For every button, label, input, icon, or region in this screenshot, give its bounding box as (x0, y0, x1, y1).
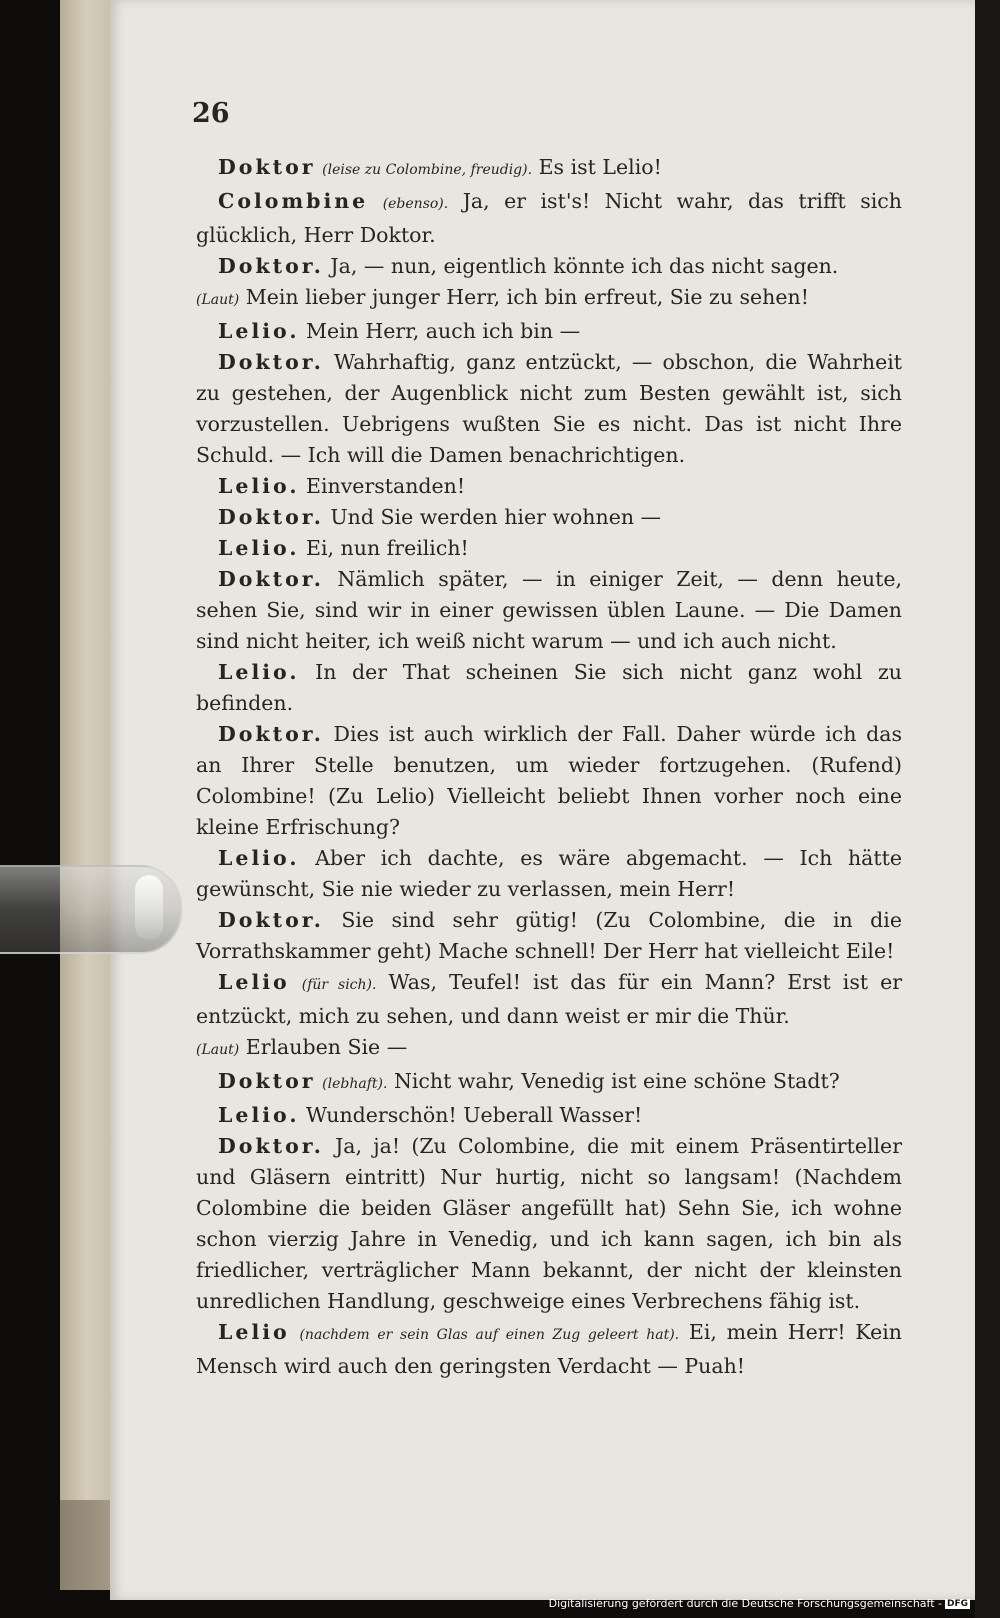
stage-direction: (ebenso). (382, 196, 449, 212)
dialogue-paragraph (196, 1066, 902, 1100)
dialogue-text: Wunderschön! Ueberall Wasser! (299, 1103, 643, 1127)
dialogue-text: Es ist Lelio! (532, 155, 662, 179)
speaker-name: Doktor (218, 1069, 316, 1093)
dialogue-text: Ei, mein Herr! Kein Mensch wird auch den geringsten Verdacht — Puah! (196, 1320, 902, 1378)
dialogue-text: Nämlich später, — in einiger Zeit, — denn heute, sehen Sie, sind wir in einer gewissen üblen Laune. — Die Damen sind nicht heiter, ich weiß nicht warum — und ich auch nicht. (196, 567, 902, 653)
dialogue-paragraph (196, 502, 902, 533)
dialogue-text: Ja, er ist's! Nicht wahr, das trifft sich glücklich, Herr Doktor. (196, 189, 902, 247)
dialogue-text: Nicht wahr, Venedig ist eine schöne Stadt? (387, 1069, 840, 1093)
dialogue-paragraph (196, 1131, 902, 1317)
speaker-name: Doktor. (218, 567, 324, 591)
speaker-name: Lelio. (218, 1103, 300, 1127)
speaker-name: Doktor. (218, 722, 324, 746)
speaker-name: Doktor. (218, 254, 324, 278)
dialogue-text: Erlauben Sie — (239, 1035, 408, 1059)
speaker-name: Doktor. (218, 908, 324, 932)
dialogue-text: In der That scheinen Sie sich nicht ganz wohl zu befinden. (196, 660, 902, 715)
dialogue-paragraph (196, 843, 902, 905)
speaker-name: Doktor. (218, 350, 324, 374)
speaker-name: Lelio. (218, 846, 300, 870)
dialogue-paragraph (196, 533, 902, 564)
book-right-edge (975, 0, 1000, 1618)
dialogue-text: Mein lieber junger Herr, ich bin erfreut, Sie zu sehen! (239, 285, 809, 309)
speaker-name: Lelio. (218, 536, 300, 560)
dialogue-text: Einverstanden! (299, 474, 466, 498)
dialogue-paragraph (196, 251, 902, 282)
stage-direction: (lebhaft). (322, 1076, 388, 1092)
dialogue-paragraph (196, 905, 902, 967)
credit-text: Digitalisierung gefördert durch die Deutsche Forschungsgemeinschaft - (548, 1597, 942, 1610)
dialogue-paragraph (196, 564, 902, 657)
play-text (196, 152, 902, 1382)
dialogue-text: Mein Herr, auch ich bin — (299, 319, 581, 343)
speaker-name: Doktor. (218, 1134, 324, 1158)
dialogue-paragraph (196, 719, 902, 843)
page-number: 26 (192, 98, 230, 129)
dialogue-paragraph (196, 967, 902, 1032)
speaker-name: Doktor (218, 155, 316, 179)
dialogue-text: Ei, nun freilich! (299, 536, 469, 560)
lens-highlight (135, 875, 163, 940)
dialogue-text: Sie sind sehr gütig! (Zu Colombine, die in die Vorrathskammer geht) Mache schnell! Der Herr hat vielleicht Eile! (196, 908, 902, 963)
dialogue-text: Was, Teufel! ist das für ein Mann? Erst ist er entzückt, mich zu sehen, und dann weist er mir die Thür. (196, 970, 903, 1028)
speaker-name: Lelio (218, 1320, 290, 1344)
dialogue-text: Aber ich dachte, es wäre abgemacht. — Ich hätte gewünscht, Sie nie wieder zu verlassen, mein Herr! (196, 846, 902, 901)
speaker-name: Colombine (218, 189, 369, 213)
dialogue-paragraph (196, 471, 902, 502)
dialogue-text: Ja, ja! (Zu Colombine, die mit einem Präsentirteller und Gläsern eintritt) Nur hurtig, nicht so langsam! (Nachdem Colombine die beiden Gläser angefüllt hat) Sehn Sie, ich wohne schon vierzig Jahre in Venedig, und ich kann sagen, ich bin als friedlicher, verträglicher Mann bekannt, der nicht der kleinsten unredlichen Handlung, geschweige eines Verbrechens fähig ist. (196, 1134, 902, 1313)
dialogue-paragraph (196, 316, 902, 347)
dialogue-paragraph (196, 152, 902, 186)
dialogue-paragraph (196, 347, 902, 471)
speaker-name: Doktor. (218, 505, 324, 529)
stage-direction: (Laut) (196, 1042, 240, 1058)
dialogue-text: Wahrhaftig, ganz entzückt, — obschon, die Wahrheit zu gestehen, der Augenblick nicht zum Besten gewählt ist, sich vorzustellen. Uebrigens wußten Sie es nicht. Das ist nicht Ihre Schuld. — Ich will die Damen benachrichtigen. (196, 350, 902, 467)
stage-direction: (für sich). (301, 977, 377, 993)
stage-direction: (leise zu Colombine, freudig). (322, 162, 533, 178)
digitization-credit (549, 1597, 970, 1610)
dialogue-text: Und Sie werden hier wohnen — (323, 505, 662, 529)
speaker-name: Lelio. (218, 660, 300, 684)
stage-direction: (Laut) (196, 292, 240, 308)
dialogue-text: Dies ist auch wirklich der Fall. Daher würde ich das an Ihrer Stelle benutzen, um wieder fortzugehen. (Rufend) Colombine! (Zu Lelio) Vielleicht beliebt Ihnen vorher noch eine kleine Erfrischung? (196, 722, 902, 839)
dialogue-paragraph (196, 1032, 902, 1066)
dialogue-paragraph (196, 186, 902, 251)
speaker-name: Lelio (218, 970, 290, 994)
dialogue-paragraph (196, 282, 902, 316)
dialogue-text: Ja, — nun, eigentlich könnte ich das nicht sagen. (323, 254, 839, 278)
dfg-logo: DFG (946, 1599, 968, 1609)
stage-direction: (nachdem er sein Glas auf einen Zug geleert hat). (299, 1327, 680, 1343)
dialogue-paragraph (196, 657, 902, 719)
speaker-name: Lelio. (218, 474, 300, 498)
dialogue-paragraph (196, 1100, 902, 1131)
speaker-name: Lelio. (218, 319, 300, 343)
dialogue-paragraph (196, 1317, 902, 1382)
